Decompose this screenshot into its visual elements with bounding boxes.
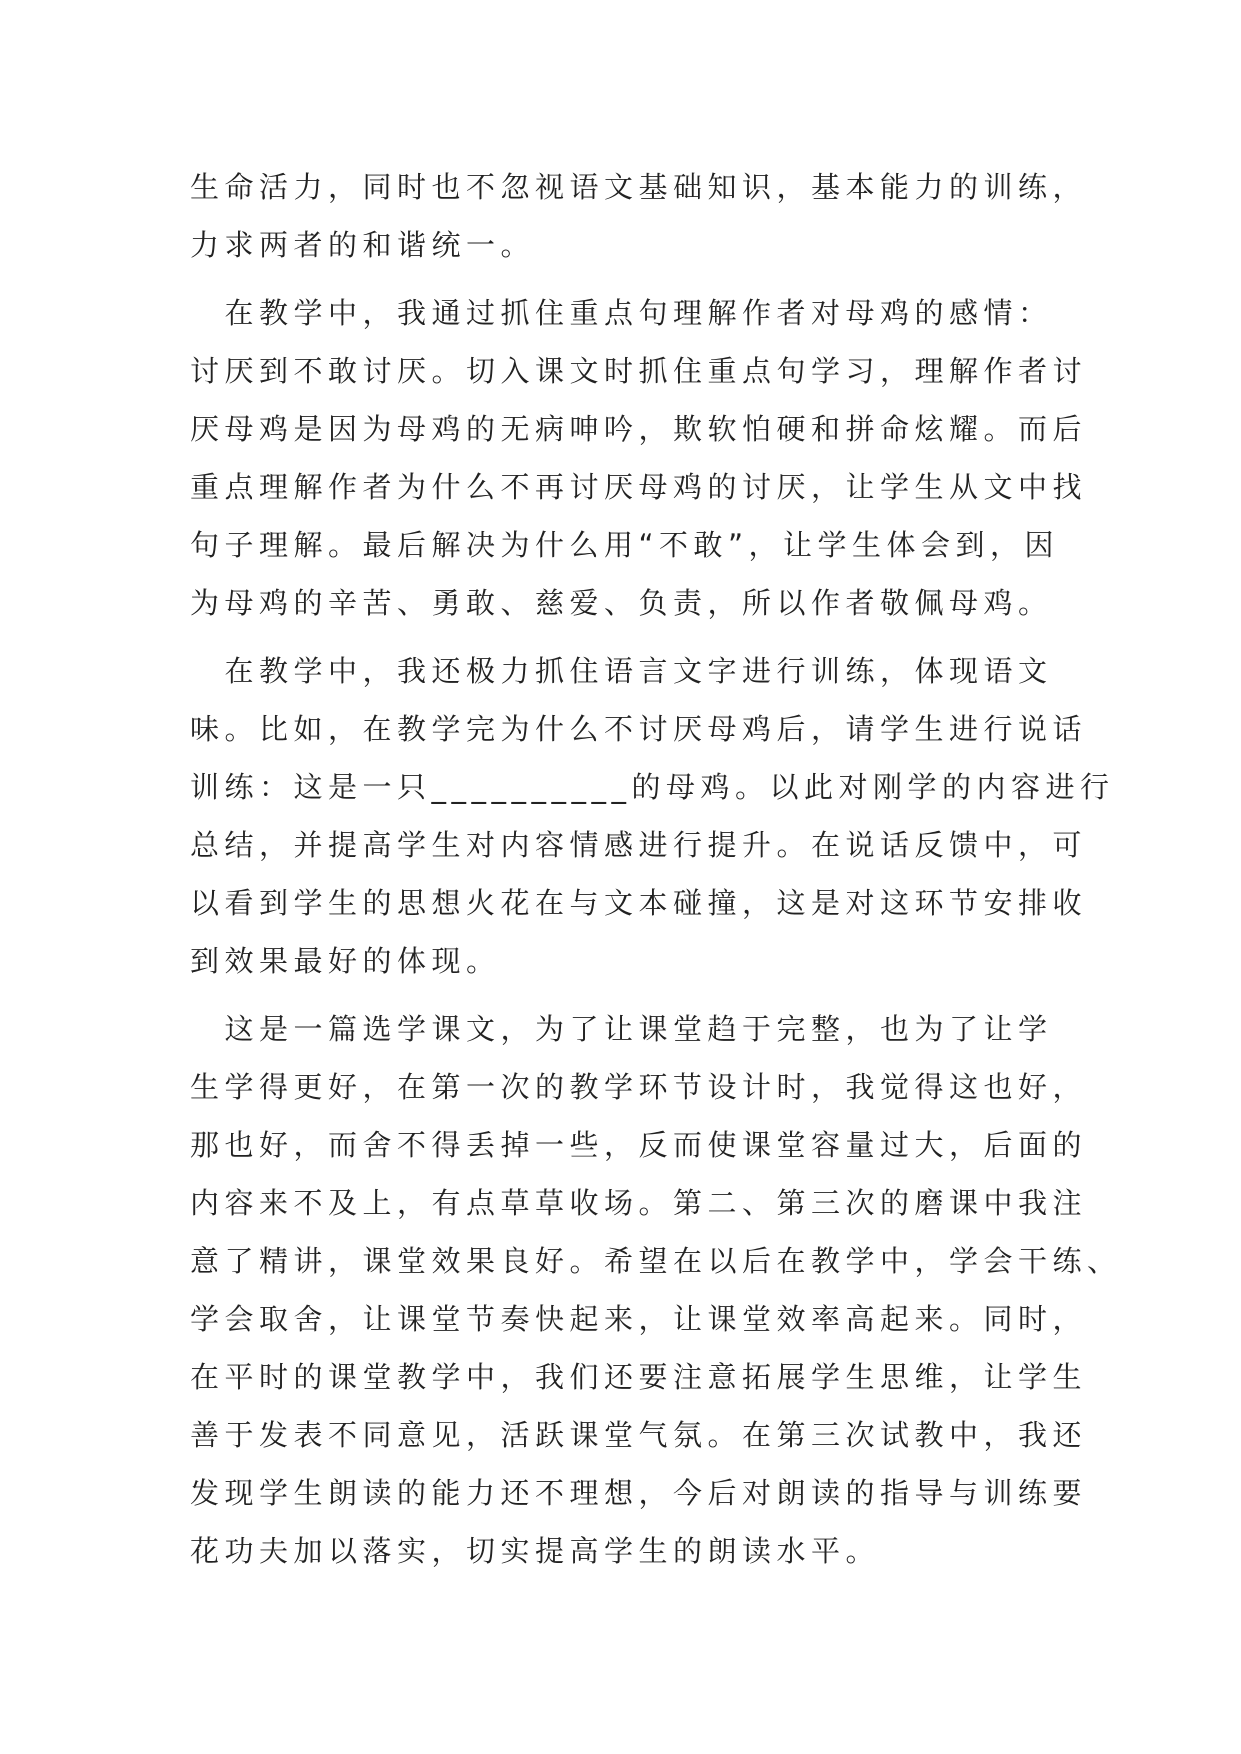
text-line: 生命活力，同时也不忽视语文基础知识，基本能力的训练， bbox=[190, 170, 1088, 204]
text-line: 内容来不及上，有点草草收场。第二、第三次的磨课中我注 bbox=[190, 1186, 1088, 1220]
text-line: 以看到学生的思想火花在与文本碰撞，这是对这环节安排收 bbox=[190, 886, 1088, 920]
text-line: 学会取舍，让课堂节奏快起来，让课堂效率高起来。同时， bbox=[190, 1302, 1088, 1336]
text-line: 在教学中，我通过抓住重点句理解作者对母鸡的感情： bbox=[190, 296, 1053, 330]
text-line: 句子理解。最后解决为什么用“不敢”，让学生体会到，因 bbox=[190, 528, 1060, 562]
text-line: 意了精讲，课堂效果良好。希望在以后在教学中，学会干练、 bbox=[190, 1244, 1122, 1278]
text-line: 总结，并提高学生对内容情感进行提升。在说话反馈中，可 bbox=[190, 828, 1088, 862]
text-line: 在平时的课堂教学中，我们还要注意拓展学生思维，让学生 bbox=[190, 1360, 1088, 1394]
paragraph-2 bbox=[190, 284, 1088, 632]
text-line: 到效果最好的体现。 bbox=[190, 944, 501, 978]
text-line: 为母鸡的辛苦、勇敢、慈爱、负责，所以作者敬佩母鸡。 bbox=[190, 586, 1053, 620]
paragraph-1 bbox=[190, 158, 1088, 274]
document-body bbox=[190, 158, 1122, 1580]
paragraph-3 bbox=[190, 642, 1115, 990]
text-line: 生学得更好，在第一次的教学环节设计时，我觉得这也好， bbox=[190, 1070, 1088, 1104]
text-line: 厌母鸡是因为母鸡的无病呻吟，欺软怕硬和拼命炫耀。而后 bbox=[190, 412, 1088, 446]
text-line: 讨厌到不敢讨厌。切入课文时抓住重点句学习，理解作者讨 bbox=[190, 354, 1088, 388]
text-line: 味。比如，在教学完为什么不讨厌母鸡后，请学生进行说话 bbox=[190, 712, 1088, 746]
text-line: 善于发表不同意见，活跃课堂气氛。在第三次试教中，我还 bbox=[190, 1418, 1088, 1452]
text-line: 发现学生朗读的能力还不理想，今后对朗读的指导与训练要 bbox=[190, 1476, 1088, 1510]
text-line: 训练：这是一只__________的母鸡。以此对刚学的内容进行 bbox=[190, 770, 1115, 804]
text-line: 那也好，而舍不得丢掉一些，反而使课堂容量过大，后面的 bbox=[190, 1128, 1088, 1162]
text-line: 在教学中，我还极力抓住语言文字进行训练，体现语文 bbox=[190, 654, 1053, 688]
text-line: 力求两者的和谐统一。 bbox=[190, 228, 536, 262]
text-line: 重点理解作者为什么不再讨厌母鸡的讨厌，让学生从文中找 bbox=[190, 470, 1088, 504]
text-line: 花功夫加以落实，切实提高学生的朗读水平。 bbox=[190, 1534, 881, 1568]
paragraph-4 bbox=[190, 1000, 1122, 1580]
text-line: 这是一篇选学课文，为了让课堂趋于完整，也为了让学 bbox=[190, 1012, 1053, 1046]
